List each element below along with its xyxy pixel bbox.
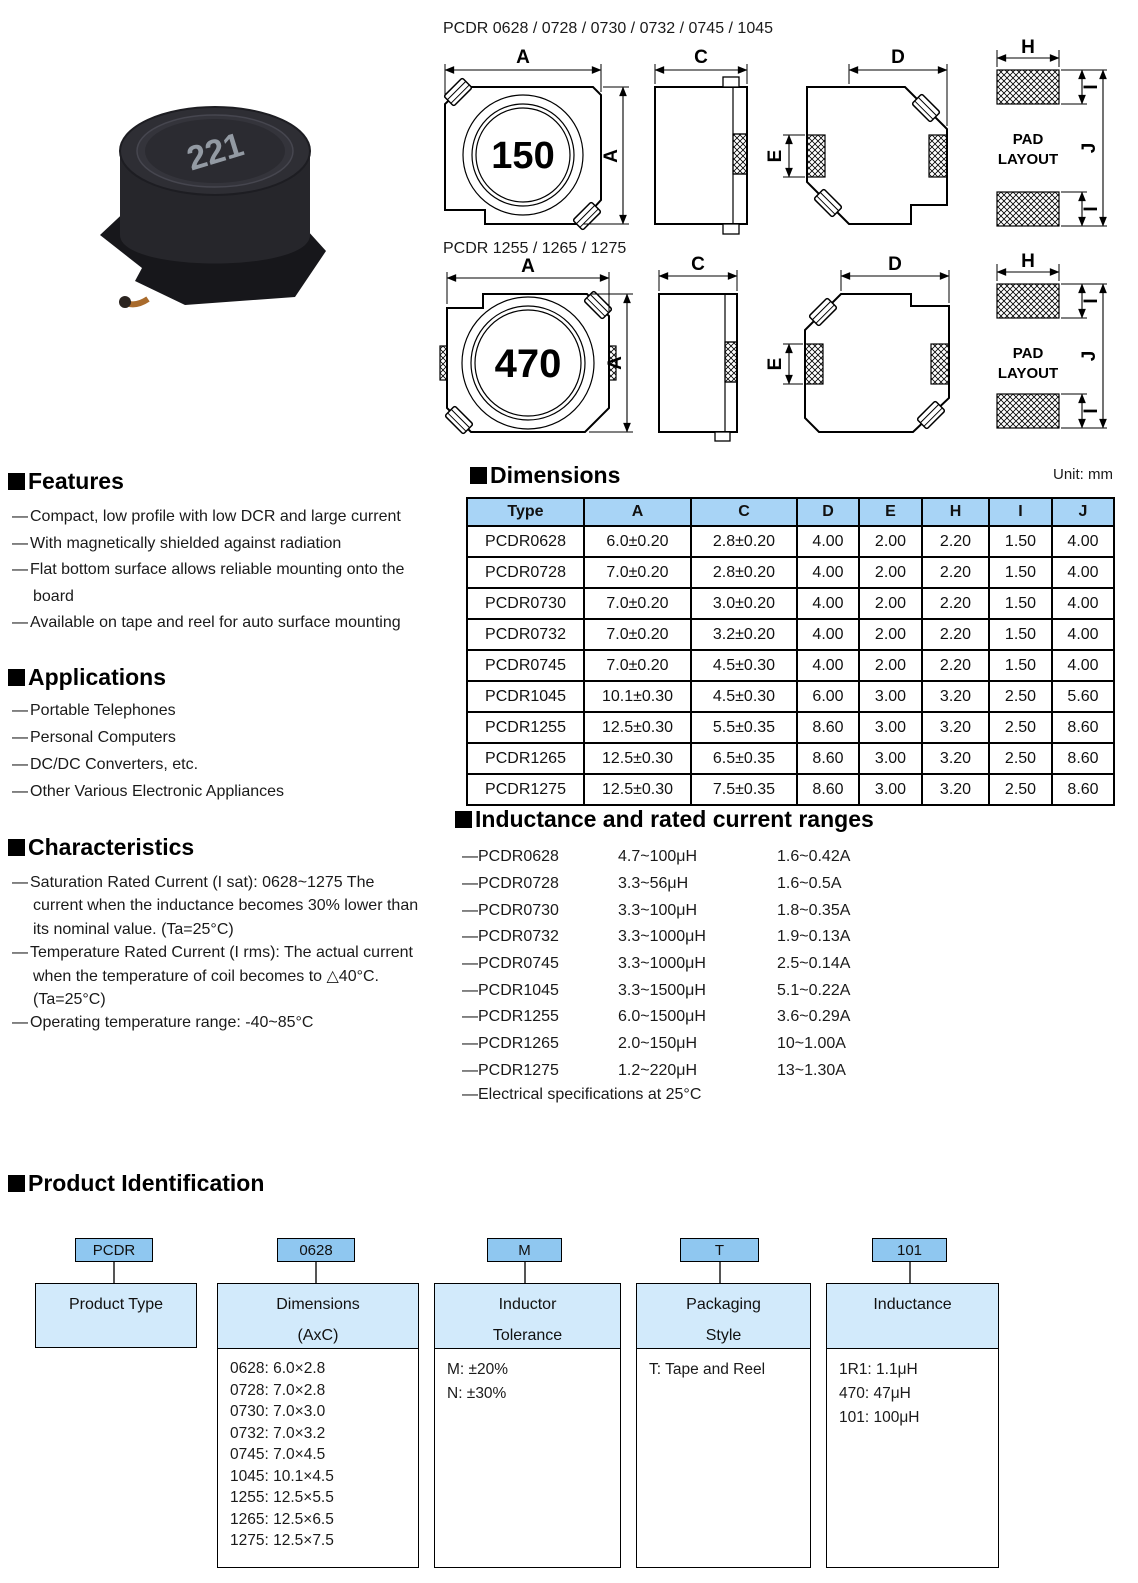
list-item-line: — Compact, low profile with low DCR and large current (12, 504, 404, 531)
legend-title-line: Product Type (69, 1296, 163, 1313)
table-cell: 7.0±0.20 (584, 588, 691, 619)
current-range: 1.6~0.42A (777, 848, 851, 866)
marking-470: 470 (494, 342, 562, 386)
heading-square (455, 811, 472, 828)
diagram-row-2 (437, 251, 1107, 437)
list-item-line: — With magnetically shielded against radiation (12, 531, 404, 558)
legend-box-body (827, 1349, 998, 1429)
list-item (12, 724, 284, 751)
table-cell: 6.00 (797, 681, 859, 712)
current-range: 1.9~0.13A (777, 928, 851, 946)
legend-box-title (218, 1284, 418, 1349)
dim-j-label: J (1079, 142, 1100, 154)
inductance-range: 1.2~220μH (618, 1061, 698, 1079)
inductance-heading: Inductance and rated current ranges (455, 806, 874, 833)
code-box: 0628 (277, 1238, 355, 1262)
inductance-row (462, 924, 850, 951)
legend-item: 1255: 12.5×5.5 (230, 1489, 334, 1506)
current-range: 3.6~0.29A (777, 1008, 851, 1026)
dim-i-label: I (1081, 84, 1102, 90)
list-item-line: its nominal value. (Ta=25°C) (33, 920, 234, 938)
table-row (467, 588, 1114, 619)
table-cell: 2.20 (922, 619, 989, 650)
table-cell: 5.5±0.35 (691, 712, 797, 743)
part-type: — PCDR1255 (462, 1008, 618, 1026)
current-range: 13~1.30A (777, 1061, 846, 1079)
table-row (467, 774, 1114, 805)
current-range: 1.8~0.35A (777, 901, 851, 919)
legend-box-body (637, 1349, 810, 1382)
list-item (12, 504, 404, 531)
dimensions-heading: Dimensions (470, 462, 620, 489)
column-header: D (797, 498, 859, 526)
pad-layout-2 (997, 251, 1107, 428)
dim-i-label: I (1081, 298, 1102, 304)
table-cell: PCDR1275 (467, 774, 584, 805)
table-cell: PCDR0728 (467, 557, 584, 588)
table-cell: 4.00 (797, 557, 859, 588)
table-cell: 3.20 (922, 743, 989, 774)
current-range: 1.6~0.5A (777, 875, 842, 893)
legend-title-line: Tolerance (492, 1327, 563, 1344)
list-item-line: current when the inductance becomes 30% lower than (33, 897, 419, 915)
table-cell: 7.5±0.35 (691, 774, 797, 805)
code-box: T (680, 1238, 759, 1262)
list-item (12, 557, 404, 610)
dim-i-label: I (1081, 408, 1102, 414)
connector-line (113, 1262, 115, 1283)
dim-c-label: C (694, 47, 708, 68)
table-row (467, 712, 1114, 743)
table-cell: 2.20 (922, 526, 989, 557)
legend-title-line: Inductance (873, 1296, 952, 1313)
legend-box-title (827, 1284, 998, 1349)
column-header: C (691, 498, 797, 526)
inductance-range: 4.7~100μH (618, 848, 698, 866)
table-cell: 2.00 (859, 650, 922, 681)
dim-d-label: D (891, 47, 905, 68)
pad-layout-label: PAD (1012, 131, 1044, 148)
dim-d-label: D (888, 254, 902, 275)
table-cell: 2.50 (989, 774, 1052, 805)
table-cell: 2.20 (922, 650, 989, 681)
dim-e-label: E (765, 357, 786, 371)
diagram-title-2: PCDR 1255 / 1265 / 1275 (443, 240, 627, 257)
inductance-row (462, 844, 850, 871)
legend-item: 1265: 12.5×6.5 (230, 1510, 334, 1528)
legend-item: 1275: 12.5×7.5 (230, 1532, 334, 1549)
inductance-row (462, 897, 850, 924)
table-cell: 3.2±0.20 (691, 619, 797, 650)
column-header: Type (467, 498, 584, 526)
table-cell: 6.0±0.20 (584, 526, 691, 557)
table-cell: 3.00 (859, 681, 922, 712)
column-header: E (859, 498, 922, 526)
characteristics-heading: Characteristics (8, 834, 194, 861)
table-cell: 4.00 (1052, 619, 1114, 650)
diagram-title-1: PCDR 0628 / 0728 / 0730 / 0732 / 0745 / 1045 (443, 20, 774, 37)
table-cell: 3.00 (859, 774, 922, 805)
column-header: A (584, 498, 691, 526)
legend-title-line: Style (705, 1327, 742, 1344)
legend-box (217, 1283, 419, 1568)
wire-tip (119, 296, 131, 308)
part-type: — PCDR0730 (462, 902, 618, 920)
part-type: — PCDR0732 (462, 928, 618, 946)
table-row (467, 619, 1114, 650)
table-cell: PCDR0628 (467, 526, 584, 557)
inductance-range: 3.3~1500μH (618, 981, 706, 999)
current-range: 5.1~0.22A (777, 981, 851, 999)
table-cell: 2.50 (989, 712, 1052, 743)
legend-title-line: Inductor (498, 1296, 557, 1313)
column-header: J (1052, 498, 1114, 526)
dim-a-label: A (601, 149, 622, 163)
table-cell: PCDR0745 (467, 650, 584, 681)
product-id-heading: Product Identification (8, 1170, 264, 1197)
diagram-row-1 (437, 37, 1107, 237)
inductance-row (462, 1031, 850, 1058)
legend-title-line: (AxC) (297, 1327, 339, 1344)
inductance-list (462, 844, 850, 1084)
list-item (12, 751, 284, 778)
product-photo (90, 85, 340, 315)
list-item (12, 697, 284, 724)
legend-title-line: Packaging (686, 1296, 761, 1313)
list-item-line: — Saturation Rated Current (I sat): 0628~1275 The (12, 871, 418, 894)
heading-square (470, 467, 487, 484)
code-box: M (487, 1238, 562, 1262)
current-range: 2.5~0.14A (777, 955, 851, 973)
list-item-line: — Portable Telephones (12, 697, 284, 724)
list-item-line: board (33, 587, 74, 605)
heading-square (8, 669, 25, 686)
table-cell: 8.60 (797, 743, 859, 774)
table-cell: 2.8±0.20 (691, 526, 797, 557)
part-type: — PCDR0745 (462, 955, 618, 973)
legend-box-title (637, 1284, 810, 1349)
table-cell: 4.00 (1052, 526, 1114, 557)
table-cell: 2.00 (859, 557, 922, 588)
table-cell: 1.50 (989, 588, 1052, 619)
pad-layout-label: LAYOUT (997, 151, 1059, 168)
code-box: 101 (872, 1238, 947, 1262)
table-cell: 1.50 (989, 619, 1052, 650)
list-item (12, 610, 404, 637)
part-type: — PCDR1045 (462, 982, 618, 1000)
bottom-view-1 (765, 47, 947, 224)
legend-item: 0728: 7.0×2.8 (230, 1381, 326, 1399)
table-cell: 3.00 (859, 743, 922, 774)
table-cell: 2.00 (859, 526, 922, 557)
table-cell: 4.00 (1052, 650, 1114, 681)
list-item-line: — Temperature Rated Current (I rms): The actual current (12, 941, 418, 964)
inductance-range: 2.0~150μH (618, 1035, 698, 1053)
inductance-range: 3.3~100μH (618, 901, 698, 919)
table-cell: 8.60 (1052, 774, 1114, 805)
code-box: PCDR (75, 1238, 153, 1262)
table-cell: 2.8±0.20 (691, 557, 797, 588)
table-row (467, 650, 1114, 681)
inductance-footnote: — Electrical specifications at 25°C (462, 1086, 701, 1104)
table-row (467, 743, 1114, 774)
legend-box-title (36, 1284, 196, 1320)
table-cell: 10.1±0.30 (584, 681, 691, 712)
legend-item: 1R1: 1.1μH (839, 1361, 918, 1378)
table-cell: 2.20 (922, 557, 989, 588)
table-cell: 7.0±0.20 (584, 619, 691, 650)
inductance-range: 6.0~1500μH (618, 1008, 706, 1026)
inductance-row (462, 1058, 850, 1085)
list-item (12, 941, 418, 1011)
table-cell: 8.60 (797, 712, 859, 743)
marking-150: 150 (491, 135, 555, 177)
table-cell: 12.5±0.30 (584, 712, 691, 743)
legend-item: T: Tape and Reel (649, 1361, 766, 1378)
pad-layout-label: LAYOUT (997, 365, 1059, 382)
table-cell: 1.50 (989, 650, 1052, 681)
table-cell: 4.00 (1052, 557, 1114, 588)
part-type: — PCDR0628 (462, 848, 618, 866)
inductance-range: 3.3~56μH (618, 875, 689, 893)
table-cell: 8.60 (797, 774, 859, 805)
table-cell: PCDR1045 (467, 681, 584, 712)
part-type: — PCDR0728 (462, 875, 618, 893)
table-cell: PCDR1265 (467, 743, 584, 774)
legend-item: M: ±20% (447, 1361, 509, 1378)
inductance-range: 3.3~1000μH (618, 928, 706, 946)
list-item-line: — Personal Computers (12, 724, 284, 751)
features-heading: Features (8, 468, 124, 495)
side-view-1 (655, 47, 747, 234)
list-item-line: — Available on tape and reel for auto surface mounting (12, 610, 404, 637)
dim-h-label: H (1021, 37, 1035, 58)
table-cell: 3.20 (922, 712, 989, 743)
list-item-line: (Ta=25°C) (33, 991, 106, 1009)
dim-a-label: A (516, 47, 530, 68)
legend-title-line: Dimensions (276, 1296, 360, 1313)
legend-item: 470: 47μH (839, 1384, 911, 1402)
list-item (12, 531, 404, 558)
table-row (467, 526, 1114, 557)
dimensions-table (466, 497, 1115, 806)
legend-item: 1045: 10.1×4.5 (230, 1467, 334, 1485)
table-cell: 2.50 (989, 681, 1052, 712)
inductance-row (462, 977, 850, 1004)
side-view-2 (659, 254, 737, 441)
current-range: 10~1.00A (777, 1035, 846, 1053)
list-item (12, 1011, 418, 1034)
legend-box (636, 1283, 811, 1568)
list-item (12, 871, 418, 941)
dim-h-label: H (1021, 251, 1035, 272)
table-header-row (467, 498, 1114, 526)
applications-list (12, 697, 284, 805)
dim-i-label: I (1081, 206, 1102, 212)
heading-square (8, 1175, 25, 1192)
legend-item: 0730: 7.0×3.0 (230, 1403, 326, 1420)
legend-item: 0745: 7.0×4.5 (230, 1446, 326, 1463)
table-cell: 1.50 (989, 526, 1052, 557)
table-cell: PCDR0732 (467, 619, 584, 650)
table-cell: 7.0±0.20 (584, 650, 691, 681)
dim-e-label: E (765, 149, 786, 163)
table-cell: 3.00 (859, 712, 922, 743)
table-cell: 2.20 (922, 588, 989, 619)
connector-line (909, 1262, 911, 1283)
characteristics-list (12, 871, 418, 1035)
table-cell: 1.50 (989, 557, 1052, 588)
legend-item: N: ±30% (447, 1384, 507, 1402)
table-cell: 5.60 (1052, 681, 1114, 712)
pad-layout-1 (997, 37, 1107, 226)
top-view-1 (444, 47, 629, 230)
features-list (12, 504, 404, 637)
legend-item: 101: 100μH (839, 1408, 920, 1426)
table-cell: 8.60 (1052, 743, 1114, 774)
table-row (467, 681, 1114, 712)
table-cell: 4.00 (797, 526, 859, 557)
legend-box-body (435, 1349, 620, 1406)
table-cell: 2.50 (989, 743, 1052, 774)
table-cell: 4.00 (1052, 588, 1114, 619)
connector-line (524, 1262, 526, 1283)
table-cell: 4.00 (797, 619, 859, 650)
inductance-row (462, 871, 850, 898)
table-cell: 2.00 (859, 619, 922, 650)
legend-box (35, 1283, 197, 1348)
table-cell: PCDR1255 (467, 712, 584, 743)
part-type: — PCDR1275 (462, 1062, 618, 1080)
legend-box-body (218, 1349, 418, 1552)
connector-line (719, 1262, 721, 1283)
table-cell: 3.20 (922, 681, 989, 712)
table-cell: 4.5±0.30 (691, 681, 797, 712)
table-cell: PCDR0730 (467, 588, 584, 619)
dim-j-label: J (1079, 350, 1100, 362)
dim-a-label: A (605, 356, 626, 370)
table-cell: 3.20 (922, 774, 989, 805)
part-type: — PCDR1265 (462, 1035, 618, 1053)
list-item-line: — Operating temperature range: -40~85°C (12, 1011, 418, 1034)
list-item (12, 778, 284, 805)
unit-label: Unit: mm (1053, 466, 1113, 483)
applications-heading: Applications (8, 664, 166, 691)
legend-item: 0732: 7.0×3.2 (230, 1424, 326, 1442)
list-item-line: — Other Various Electronic Appliances (12, 778, 284, 805)
bottom-view-2 (765, 254, 949, 432)
table-cell: 12.5±0.30 (584, 774, 691, 805)
inductance-row (462, 1004, 850, 1031)
legend-item: 0628: 6.0×2.8 (230, 1360, 326, 1377)
table-cell: 6.5±0.35 (691, 743, 797, 774)
table-cell: 4.00 (797, 650, 859, 681)
list-item-line: — DC/DC Converters, etc. (12, 751, 284, 778)
heading-square (8, 473, 25, 490)
inductance-range: 3.3~1000μH (618, 955, 706, 973)
dim-c-label: C (691, 254, 705, 275)
table-cell: 2.00 (859, 588, 922, 619)
connector-line (315, 1262, 317, 1283)
inductance-row (462, 951, 850, 978)
list-item-line: — Flat bottom surface allows reliable mounting onto the (12, 557, 404, 584)
part-marking: 221 (182, 125, 248, 179)
column-header: I (989, 498, 1052, 526)
table-cell: 3.0±0.20 (691, 588, 797, 619)
dim-a-label: A (521, 256, 535, 277)
top-view-2 (440, 256, 633, 434)
table-cell: 12.5±0.30 (584, 743, 691, 774)
list-item-line: when the temperature of coil becomes to △40°C. (33, 967, 379, 985)
pad-layout-label: PAD (1012, 345, 1044, 362)
table-cell: 7.0±0.20 (584, 557, 691, 588)
table-cell: 8.60 (1052, 712, 1114, 743)
legend-box-title (435, 1284, 620, 1349)
table-row (467, 557, 1114, 588)
legend-box (826, 1283, 999, 1568)
column-header: H (922, 498, 989, 526)
heading-square (8, 839, 25, 856)
table-cell: 4.5±0.30 (691, 650, 797, 681)
legend-box (434, 1283, 621, 1568)
table-cell: 4.00 (797, 588, 859, 619)
